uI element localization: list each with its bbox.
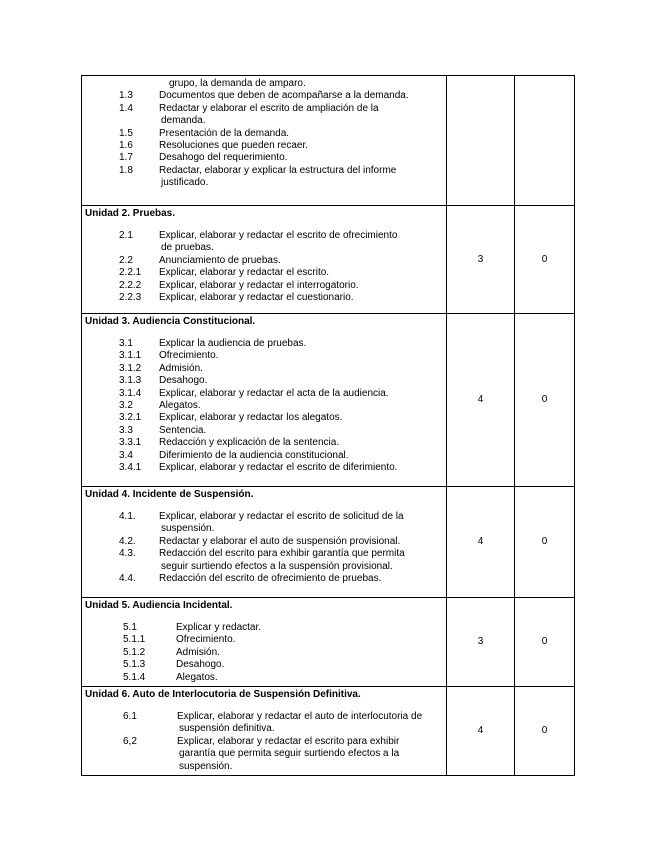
item-text	[159, 338, 446, 350]
credit-hours-b	[515, 76, 575, 206]
item-text-line: Desahogo.	[159, 375, 208, 387]
list-item	[82, 255, 446, 267]
syllabus-table-body	[82, 76, 575, 776]
credit-hours-a: 3	[447, 598, 515, 687]
item-number: 5.1.2	[123, 646, 146, 658]
item-text-line: Explicar, elaborar y redactar el interrogatorio.	[159, 279, 359, 291]
item-number: 3.3.1	[119, 437, 142, 449]
item-text	[159, 103, 446, 128]
item-text-line: Admisión.	[176, 646, 220, 658]
item-text-line: seguir surtiendo efectos a la suspensión provisional.	[161, 560, 393, 572]
unit-row	[82, 314, 575, 487]
item-text-line: Desahogo.	[176, 659, 225, 671]
item-text-line: Ofrecimiento.	[159, 350, 219, 362]
item-number: 2.1	[119, 230, 133, 241]
list-item	[82, 363, 446, 375]
list-item	[82, 647, 446, 659]
item-text-line: Explicar, elaborar y redactar el escrito de ofrecimiento	[159, 230, 398, 241]
item-number: 3.4	[119, 449, 133, 461]
item-text-line: Explicar, elaborar y redactar el escrito de diferimiento.	[159, 462, 398, 474]
item-text-line: suspensión.	[179, 760, 233, 772]
item-text-line: Explicar la audiencia de pruebas.	[159, 338, 307, 349]
item-number: 1.5	[119, 127, 133, 139]
unit-row	[82, 598, 575, 687]
item-text	[159, 375, 446, 387]
item-text-line: Explicar, elaborar y redactar el escrito para exhibir	[177, 735, 400, 747]
item-text	[159, 573, 446, 585]
list-item	[82, 152, 446, 164]
unit-items	[82, 612, 446, 686]
list-item	[82, 622, 446, 634]
unit-content-cell	[82, 76, 447, 206]
item-text	[159, 90, 446, 102]
list-item	[82, 462, 446, 474]
item-text	[177, 711, 446, 736]
item-number: 1.6	[119, 140, 133, 152]
item-number: 5.1.4	[123, 671, 146, 683]
list-item	[82, 280, 446, 292]
item-text-line: demanda.	[161, 115, 206, 127]
item-text-line: Redacción y explicación de la sentencia.	[159, 437, 340, 449]
item-text-line: Redactar y elaborar el auto de suspensión provisional.	[159, 535, 401, 547]
list-item	[82, 573, 446, 585]
item-text-line: garantía que permita seguir surtiendo efectos a la	[179, 748, 400, 760]
item-number: 3.1	[119, 338, 133, 349]
list-item	[82, 536, 446, 548]
item-number: 3.3	[119, 424, 133, 436]
list-item	[82, 425, 446, 437]
item-text	[159, 280, 446, 292]
item-text-line: justificado.	[161, 177, 209, 189]
item-number: 4.4.	[119, 573, 136, 585]
unit-items	[82, 501, 446, 587]
item-text	[159, 230, 446, 255]
item-text	[159, 350, 446, 362]
item-number: 3.2.1	[119, 412, 142, 424]
item-text	[159, 462, 446, 474]
item-text	[176, 672, 446, 684]
item-text-line: Desahogo del requerimiento.	[159, 152, 288, 164]
item-text	[159, 292, 446, 304]
item-text-line: Resoluciones que pueden recaer.	[159, 140, 308, 152]
unit-items	[82, 220, 446, 306]
credit-hours-a	[447, 76, 515, 206]
list-item	[82, 400, 446, 412]
list-item	[82, 412, 446, 424]
item-text	[159, 255, 446, 267]
list-item	[82, 338, 446, 350]
credit-hours-a: 4	[447, 487, 515, 598]
item-number: 3.1.1	[119, 350, 142, 362]
credit-hours-b: 0	[515, 206, 575, 314]
credit-hours-b: 0	[515, 487, 575, 598]
unit-content-cell	[82, 487, 447, 598]
list-item	[82, 267, 446, 279]
item-text-line: Explicar, elaborar y redactar el acta de la audiencia.	[159, 387, 389, 399]
list-item	[82, 450, 446, 462]
item-number: 4.1.	[119, 511, 136, 522]
item-text-line: Explicar, elaborar y redactar el escrito.	[159, 267, 330, 279]
item-number: 3.1.4	[119, 387, 142, 399]
unit-items	[82, 76, 446, 192]
item-text	[159, 388, 446, 400]
item-text-line: Explicar, elaborar y redactar el escrito de solicitud de la	[159, 511, 404, 522]
credit-hours-a: 4	[447, 314, 515, 487]
item-number: 6,2	[123, 735, 137, 747]
unit-items	[82, 701, 446, 775]
item-text-line: Redacción del escrito para exhibir garantía que permita	[159, 548, 405, 560]
item-text-line: Redactar y elaborar el escrito de ampliación de la	[159, 102, 379, 114]
list-item	[82, 548, 446, 573]
unit-content-cell	[82, 206, 447, 314]
list-item	[82, 659, 446, 671]
unit-row	[82, 487, 575, 598]
list-item	[82, 437, 446, 449]
item-text-line: suspensión.	[161, 523, 215, 535]
item-number: 6.1	[123, 711, 137, 723]
item-text-line: Ofrecimiento.	[176, 634, 236, 646]
unit-title: Unidad 6. Auto de Interlocutoria de Suspensión Definitiva.	[85, 689, 361, 701]
credit-hours-a: 4	[447, 687, 515, 776]
item-text	[159, 267, 446, 279]
list-item	[82, 634, 446, 646]
item-number: 5.1.1	[123, 634, 146, 646]
item-text-line: Explicar, elaborar y redactar el auto de interlocutoria de	[177, 711, 423, 723]
unit-content-cell	[82, 687, 447, 776]
credit-hours-b: 0	[515, 687, 575, 776]
unit-title: Unidad 5. Audiencia Incidental.	[85, 600, 233, 611]
item-text-line: de pruebas.	[161, 242, 214, 254]
item-number: 1.4	[119, 102, 133, 114]
unit-title: Unidad 4. Incidente de Suspensión.	[85, 489, 254, 500]
continued-text: grupo, la demanda de amparo.	[169, 78, 306, 89]
unit-row	[82, 687, 575, 776]
item-text	[177, 736, 446, 773]
item-text	[176, 659, 446, 671]
list-item	[82, 375, 446, 387]
item-text	[176, 634, 446, 646]
item-text	[159, 437, 446, 449]
item-number: 3.1.2	[119, 362, 142, 374]
item-text	[159, 140, 446, 152]
item-text-line: Presentación de la demanda.	[159, 127, 290, 139]
item-number: 3.1.3	[119, 375, 142, 387]
unit-title: Unidad 3. Audiencia Constitucional.	[85, 316, 256, 327]
syllabus-table	[81, 75, 575, 776]
list-item	[82, 350, 446, 362]
unit-title: Unidad 2. Pruebas.	[85, 208, 176, 219]
list-item	[82, 90, 446, 102]
item-text	[159, 128, 446, 140]
item-text	[159, 536, 446, 548]
item-number: 2.2.3	[119, 292, 142, 304]
credit-hours-a: 3	[447, 206, 515, 314]
item-number: 4.3.	[119, 548, 136, 560]
item-number: 2.2.1	[119, 267, 142, 279]
item-text	[159, 152, 446, 164]
list-item	[82, 511, 446, 536]
item-text	[159, 425, 446, 437]
unit-row	[82, 76, 575, 206]
item-text	[159, 450, 446, 462]
list-item	[82, 165, 446, 190]
item-number: 5.1.3	[123, 659, 146, 671]
item-number: 5.1	[123, 622, 137, 633]
item-text-line: suspensión definitiva.	[179, 723, 275, 735]
item-text-line: Alegatos.	[176, 671, 218, 683]
item-text-line: Alegatos.	[159, 400, 201, 412]
list-item	[82, 140, 446, 152]
list-item	[82, 230, 446, 255]
item-text-line: Redacción del escrito de ofrecimiento de pruebas.	[159, 573, 382, 585]
item-text-line: Explicar y redactar.	[176, 622, 262, 633]
item-text	[159, 412, 446, 424]
list-item	[82, 128, 446, 140]
item-number: 2.2	[119, 254, 133, 266]
item-text-line: Anunciamiento de pruebas.	[159, 254, 281, 266]
item-text	[159, 363, 446, 375]
item-text-line: Admisión.	[159, 362, 203, 374]
item-text-line: Diferimiento de la audiencia constitucional.	[159, 449, 349, 461]
item-number: 1.3	[119, 90, 133, 102]
list-item	[82, 736, 446, 773]
item-text-line: Documentos que deben de acompañarse a la demanda.	[159, 90, 409, 102]
item-text	[159, 511, 446, 536]
list-item	[82, 103, 446, 128]
unit-content-cell	[82, 598, 447, 687]
item-text	[176, 647, 446, 659]
item-text-line: Redactar, elaborar y explicar la estructura del informe	[159, 164, 397, 176]
item-number: 3.2	[119, 400, 133, 412]
list-item	[82, 711, 446, 736]
unit-row	[82, 206, 575, 314]
item-text-line: Explicar, elaborar y redactar los alegatos.	[159, 412, 343, 424]
item-text-line: Sentencia.	[159, 424, 207, 436]
item-text	[159, 400, 446, 412]
item-number: 4.2.	[119, 535, 136, 547]
list-item	[82, 292, 446, 304]
unit-content-cell	[82, 314, 447, 487]
item-text	[159, 165, 446, 190]
list-item	[82, 672, 446, 684]
item-number: 1.7	[119, 152, 133, 164]
item-text	[159, 548, 446, 573]
item-number: 3.4.1	[119, 462, 142, 474]
item-text	[176, 622, 446, 634]
list-item	[82, 388, 446, 400]
item-number: 1.8	[119, 164, 133, 176]
item-number: 2.2.2	[119, 279, 142, 291]
credit-hours-b: 0	[515, 598, 575, 687]
item-text-line: Explicar, elaborar y redactar el cuestionario.	[159, 292, 354, 304]
unit-items	[82, 328, 446, 476]
credit-hours-b: 0	[515, 314, 575, 487]
